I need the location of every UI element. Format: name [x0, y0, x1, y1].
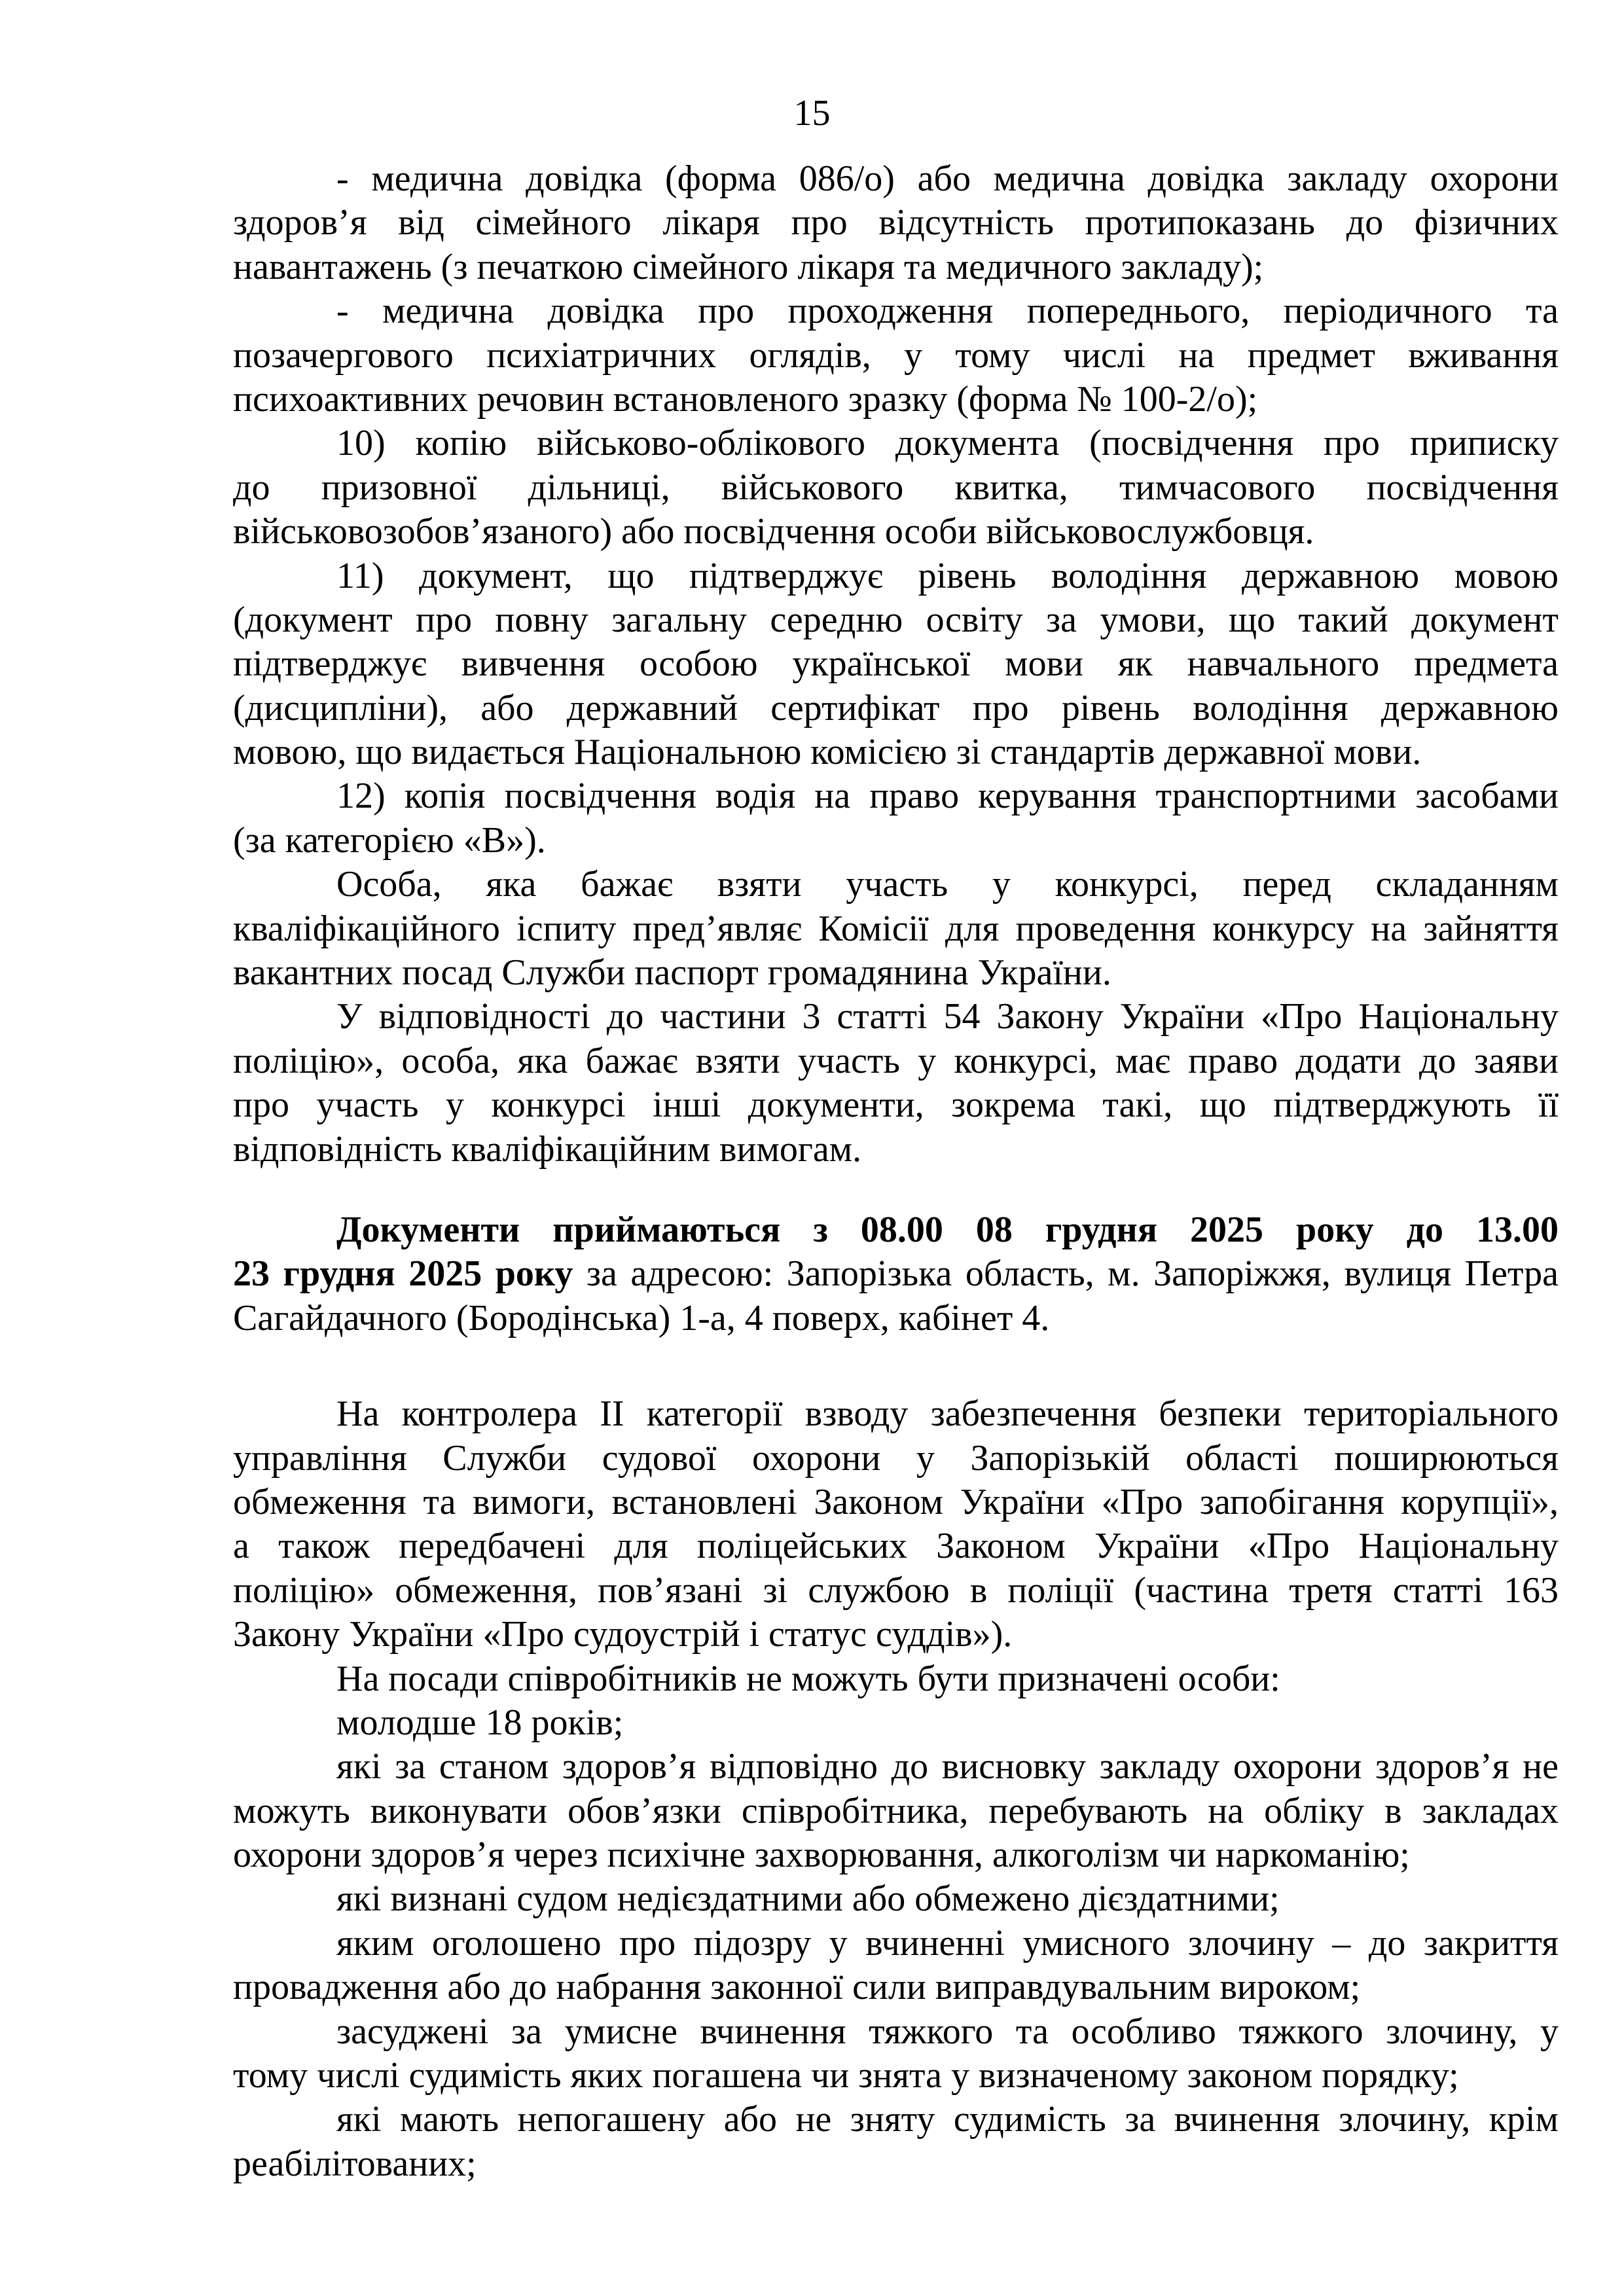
text-line — [233, 1613, 1559, 1657]
text-line — [233, 378, 1559, 422]
paragraph — [233, 863, 1559, 995]
page-number: 15 — [793, 93, 831, 134]
line-text: військовозобов’язаного) або посвідчення особи військовослужбовця. — [233, 511, 1314, 552]
text-line — [233, 1252, 1559, 1296]
line-text: мовою, що видається Національною комісією зі стандартів державної мови. — [233, 732, 1422, 773]
bold-text: 23 грудня 2025 року — [233, 1253, 573, 1295]
text-line — [233, 422, 1559, 465]
text-line — [233, 1128, 1559, 1172]
text-line — [233, 2142, 1559, 2186]
text-line — [233, 1701, 1559, 1745]
line-text: охорони здоров’я через психічне захворювання, алкоголізм чи наркоманію; — [233, 1835, 1410, 1876]
paragraph — [233, 1701, 1559, 1745]
paragraph — [233, 2010, 1559, 2098]
text-line — [233, 2098, 1559, 2142]
text-line — [233, 730, 1559, 774]
line-text: вакантних посад Служби паспорт громадянина України. — [233, 952, 1111, 994]
text-line — [233, 819, 1559, 863]
text-line — [233, 1789, 1559, 1833]
text-line — [233, 1039, 1559, 1083]
line-text: яким оголошено про підозру у вчиненні умисного злочину – до закриття — [336, 1922, 1559, 1964]
line-text: 12) копія посвідчення водія на право керування транспортними засобами — [336, 776, 1559, 817]
text-line — [233, 774, 1559, 818]
line-text: можуть виконувати обов’язки співробітника, перебувають на обліку в закладах — [233, 1790, 1559, 1831]
text-line — [233, 1480, 1559, 1524]
paragraph — [233, 422, 1559, 554]
line-text: поліцію», особа, яка бажає взяти участь у конкурсі, має право додати до заяви — [233, 1040, 1559, 1081]
text-line — [233, 1297, 1559, 1340]
line-text: Особа, яка бажає взяти участь у конкурсі, перед складанням — [336, 864, 1559, 905]
text-line — [233, 1657, 1559, 1701]
line-text: (дисципліни), або державний сертифікат про рівень володіння державною — [233, 687, 1559, 728]
text-line — [233, 598, 1559, 642]
bold-text: Документи приймаються з 08.00 08 грудня 2025 року до 13.00 — [336, 1209, 1559, 1250]
line-text: навантажень (з печаткою сімейного лікаря та медичного закладу); — [233, 246, 1264, 287]
line-text: тому числі судимість яких погашена чи знята у визначеному законом порядку; — [233, 2055, 1459, 2096]
paragraph — [233, 1392, 1559, 1657]
paragraph — [233, 1877, 1559, 1921]
line-text: здоров’я від сімейного лікаря про відсутність протипоказань до фізичних — [233, 202, 1559, 243]
text-line — [233, 1833, 1559, 1877]
paragraph — [233, 1745, 1559, 1877]
line-text: психоактивних речовин встановленого зразку (форма № 100-2/о); — [233, 378, 1258, 420]
line-text: відповідність кваліфікаційним вимогам. — [233, 1128, 862, 1170]
line-text: за адресою: Запорізька область, м. Запоріжжя, вулиця Петра — [573, 1253, 1559, 1295]
paragraph — [233, 995, 1559, 1172]
text-line — [233, 995, 1559, 1039]
line-text: засуджені за умисне вчинення тяжкого та особливо тяжкого злочину, у — [336, 2011, 1559, 2052]
paragraph — [233, 1208, 1559, 1340]
line-text: На контролера ІІ категорії взводу забезпечення безпеки територіального — [336, 1393, 1559, 1435]
line-text: Сагайдачного (Бородінська) 1-а, 4 поверх, кабінет 4. — [233, 1297, 1050, 1338]
text-line — [233, 289, 1559, 333]
text-line — [233, 554, 1559, 598]
text-line — [233, 1877, 1559, 1921]
text-line — [233, 907, 1559, 951]
line-text: підтверджує вивчення особою української мови як навчального предмета — [233, 643, 1559, 685]
line-text: - медична довідка (форма 086/о) або медична довідка закладу охорони — [336, 158, 1559, 199]
text-line — [233, 466, 1559, 510]
paragraph — [233, 1657, 1559, 1701]
text-line — [233, 201, 1559, 245]
text-line — [233, 1083, 1559, 1127]
text-line — [233, 1392, 1559, 1436]
line-text: У відповідності до частини 3 статті 54 Закону України «Про Національну — [336, 996, 1559, 1037]
line-text: На посади співробітників не можуть бути призначені особи: — [336, 1658, 1280, 1699]
line-text: Закону України «Про судоустрій і статус суддів»). — [233, 1614, 1013, 1655]
paragraph — [233, 2098, 1559, 2186]
line-text: 10) копію військово-облікового документа (посвідчення про приписку — [336, 423, 1559, 464]
line-text: 11) документ, що підтверджує рівень володіння державною мовою — [336, 555, 1559, 596]
line-text: які мають непогашену або не зняту судимість за вчинення злочину, крім — [336, 2099, 1559, 2140]
document-body — [233, 157, 1559, 2186]
line-text: позачергового психіатричних оглядів, у тому числі на предмет вживання — [233, 334, 1559, 376]
paragraph — [233, 289, 1559, 422]
text-line — [233, 642, 1559, 686]
line-text: обмеження та вимоги, встановлені Законом України «Про запобігання корупції», — [233, 1481, 1559, 1522]
text-line — [233, 687, 1559, 730]
text-line — [233, 510, 1559, 554]
line-text: а також передбачені для поліцейських Законом України «Про Національну — [233, 1526, 1559, 1567]
line-text: управління Служби судової охорони у Запорізькій області поширюються — [233, 1437, 1559, 1479]
line-text: які визнані судом недієздатними або обмежено дієздатними; — [336, 1878, 1280, 1920]
line-text: (за категорією «В»). — [233, 819, 546, 861]
paragraph — [233, 1922, 1559, 2010]
text-line — [233, 1922, 1559, 1965]
text-line — [233, 334, 1559, 378]
text-line — [233, 2010, 1559, 2054]
text-line — [233, 863, 1559, 906]
text-line — [233, 1437, 1559, 1480]
text-line — [233, 1569, 1559, 1613]
paragraph — [233, 554, 1559, 775]
line-text: - медична довідка про проходження попереднього, періодичного та — [336, 291, 1559, 332]
paragraph — [233, 774, 1559, 863]
text-line — [233, 951, 1559, 995]
text-line — [233, 157, 1559, 201]
text-line — [233, 1524, 1559, 1568]
text-line — [233, 1965, 1559, 2009]
line-text: молодше 18 років; — [336, 1702, 624, 1743]
text-line — [233, 1208, 1559, 1252]
line-text: які за станом здоров’я відповідно до висновку закладу охорони здоров’я не — [336, 1746, 1559, 1787]
line-text: кваліфікаційного іспиту пред’являє Комісії для проведення конкурсу на зайняття — [233, 908, 1559, 949]
line-text: реабілітованих; — [233, 2143, 477, 2184]
paragraph — [233, 157, 1559, 289]
text-line — [233, 2054, 1559, 2098]
text-line — [233, 245, 1559, 289]
line-text: провадження або до набрання законної сили виправдувальним вироком; — [233, 1967, 1361, 2008]
line-text: (документ про повну загальну середню освіту за умови, що такий документ — [233, 599, 1559, 640]
text-line — [233, 1745, 1559, 1789]
line-text: до призовної дільниці, військового квитка, тимчасового посвідчення — [233, 467, 1559, 508]
line-text: про участь у конкурсі інші документи, зокрема такі, що підтверджують її — [233, 1085, 1559, 1126]
line-text: поліцію» обмеження, пов’язані зі службою в поліції (частина третя статті 163 — [233, 1570, 1559, 1611]
